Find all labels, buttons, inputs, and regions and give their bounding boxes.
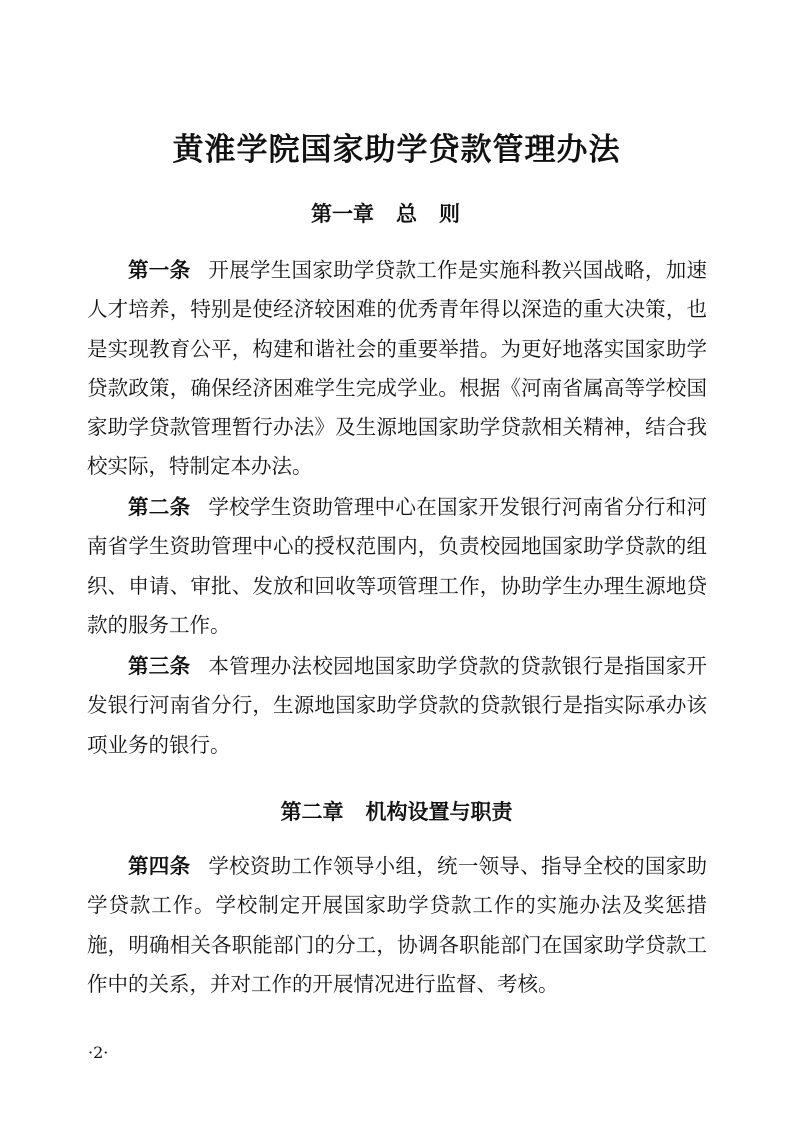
- article-text: 学校学生资助管理中心在国家开发银行河南省分行和河南省学生资助管理中心的授权范围内，负责校园地国家助学贷款的组织、申请、审批、发放和回收等项管理工作，协助学生办理生源地贷款的服务工作。: [87, 495, 708, 637]
- chapter-name: 机构设置与职责: [365, 800, 513, 824]
- article-number: 第二条: [128, 495, 191, 519]
- chapter-heading: [0, 198, 793, 228]
- page-number: ·2·: [88, 1043, 109, 1062]
- article-paragraph: [87, 251, 707, 487]
- article-text: 开展学生国家助学贷款工作是实施科教兴国战略，加速人才培养，特别是使经济较困难的优秀青年得以深造的重大决策，也是实现教育公平，构建和谐社会的重要举措。为更好地落实国家助学贷款政策，确保经济困难学生完成学业。根据《河南省属高等学校国家助学贷款管理暂行办法》及生源地国家助学贷款相关精神，结合我校实际，特制定本办法。: [87, 258, 708, 479]
- article-text: 学校资助工作领导小组，统一领导、指导全校的国家助学贷款工作。学校制定开展国家助学贷款工作的实施办法及奖惩措施，明确相关各职能部门的分工，协调各职能部门在国家助学贷款工作中的关系，并对工作的开展情况进行监督、考核。: [87, 854, 708, 996]
- document-title: 黄淮学院国家助学贷款管理办法: [172, 132, 621, 168]
- article-number: 第一条: [128, 258, 191, 282]
- article-paragraph: [87, 647, 707, 765]
- article-text: 本管理办法校园地国家助学贷款的贷款银行是指国家开发银行河南省分行，生源地国家助学贷款的贷款银行是指实际承办该项业务的银行。: [87, 654, 708, 757]
- article-paragraph: [87, 488, 707, 645]
- article-number: 第三条: [128, 654, 191, 678]
- chapter-number: 第二章: [280, 800, 344, 824]
- article-number: 第四条: [128, 854, 191, 878]
- chapter-name: 总则: [396, 202, 482, 226]
- chapter-heading: [0, 796, 793, 826]
- article-paragraph: [87, 847, 707, 1004]
- chapter-number: 第一章: [311, 202, 374, 226]
